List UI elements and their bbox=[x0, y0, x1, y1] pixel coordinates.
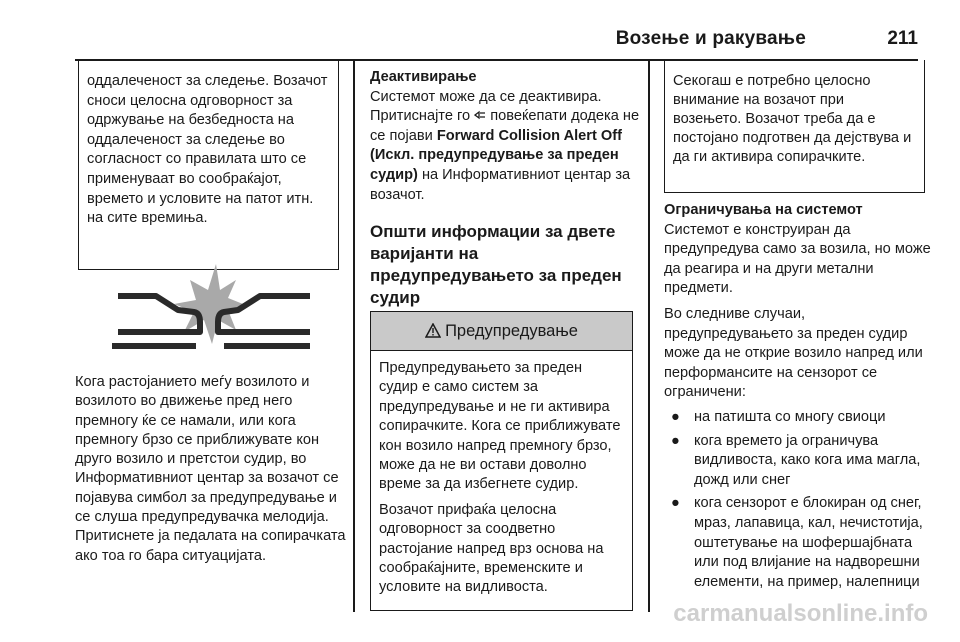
list-item: ● кога сензорот е блокиран од снег, мраз, лапавица, кал, нечистотија, оштетување на шофершајбната или под влијание на надворешни елементи, на пример, налепници bbox=[671, 495, 923, 590]
limitations-list bbox=[664, 408, 934, 592]
warning-box bbox=[370, 311, 633, 611]
limitations-heading: Ограничувања на системот bbox=[664, 202, 863, 218]
button-icon bbox=[474, 108, 486, 120]
watermark: carmanualsonline.info bbox=[673, 600, 928, 627]
deactivation-message: Forward Collision Alert Off (Искл. предупредување за преден судир) bbox=[370, 127, 622, 183]
page-header-title: Возење и ракување bbox=[615, 28, 806, 49]
list-item: ● на патишта со многу свиоци bbox=[671, 408, 886, 425]
collision-alert-figure bbox=[78, 252, 339, 360]
attention-note-box bbox=[664, 60, 925, 193]
warning-box-header bbox=[371, 312, 632, 351]
warning-triangle-icon bbox=[425, 323, 441, 339]
limitations-paragraph-2: Во следниве случаи, предупредувањето за преден судир може да не открие возило напред или перформансите на сензорот се ограничени: bbox=[664, 305, 923, 401]
limitations-paragraph-1: Системот е конструиран да предупредува само за возила, но може да реагира и на други метални предмети. bbox=[664, 221, 931, 297]
caption-text: Кога растојанието меѓу возилото и возилото во движење пред него премногу ќе се намали, или кога премногу брзо се приближувате кон друго возило и претстои судир, во Информативниот центар за возачот се појавува симбол за предупредување и се слуша предупредувачка мелодија. Притиснете ја педалата на сопирачката ако тоа го бара ситуацијата. bbox=[75, 374, 346, 564]
attention-note-text: Секогаш е потребно целосно внимание на возачот при возењето. Возачот треба да е постојано подготвен да дејствува и да ги активира сопирачките. bbox=[673, 73, 912, 165]
warning-paragraph-2: Возачот прифаќа целосна одговорност за соодветно растојание напред врз основа на сообраќајните, временските и условите на видливоста. bbox=[379, 501, 604, 596]
continued-note-box bbox=[78, 60, 339, 270]
general-info-heading: Општи информации за двете варијанти на предупредувањето за преден судир bbox=[370, 222, 622, 308]
warning-paragraph-1: Предупредувањето за преден судир е само систем за предупредување и не ги активира сопирачките. Кога се приближувате кон возило напред премногу брзо, може да не ви остави доволно време за да избегнете судир. bbox=[379, 360, 621, 493]
column-divider-2 bbox=[648, 60, 650, 612]
limitations-section bbox=[664, 201, 934, 592]
list-item: ● кога времето ја ограничува видливоста, како кога има магла, дожд или снег bbox=[671, 432, 921, 488]
deactivation-heading: Деактивирање bbox=[370, 69, 477, 85]
forward-collision-alert-icon bbox=[78, 252, 339, 360]
warning-title: Предупредување bbox=[445, 321, 578, 340]
warning-body bbox=[371, 351, 632, 598]
note-box-text: оддалеченост за следење. Возачот сноси целосна одговорност за одржување на безбедноста на оддалеченост за следење во согласност со правилата што се применуваат во сообраќајот, времето и условите на патот итн. на сите времиња. bbox=[87, 73, 328, 227]
deactivation-text: Системот може да се деактивира. Притиснајте го повеќепати додека не се појави Forward Collision Alert Off (Искл. предупредување за преден судир) на Информативниот центар за возачот. bbox=[370, 88, 640, 203]
page-number: 211 bbox=[887, 28, 918, 49]
figure-caption bbox=[75, 373, 350, 566]
column-divider-1 bbox=[353, 60, 355, 612]
deactivation-section bbox=[370, 68, 645, 309]
